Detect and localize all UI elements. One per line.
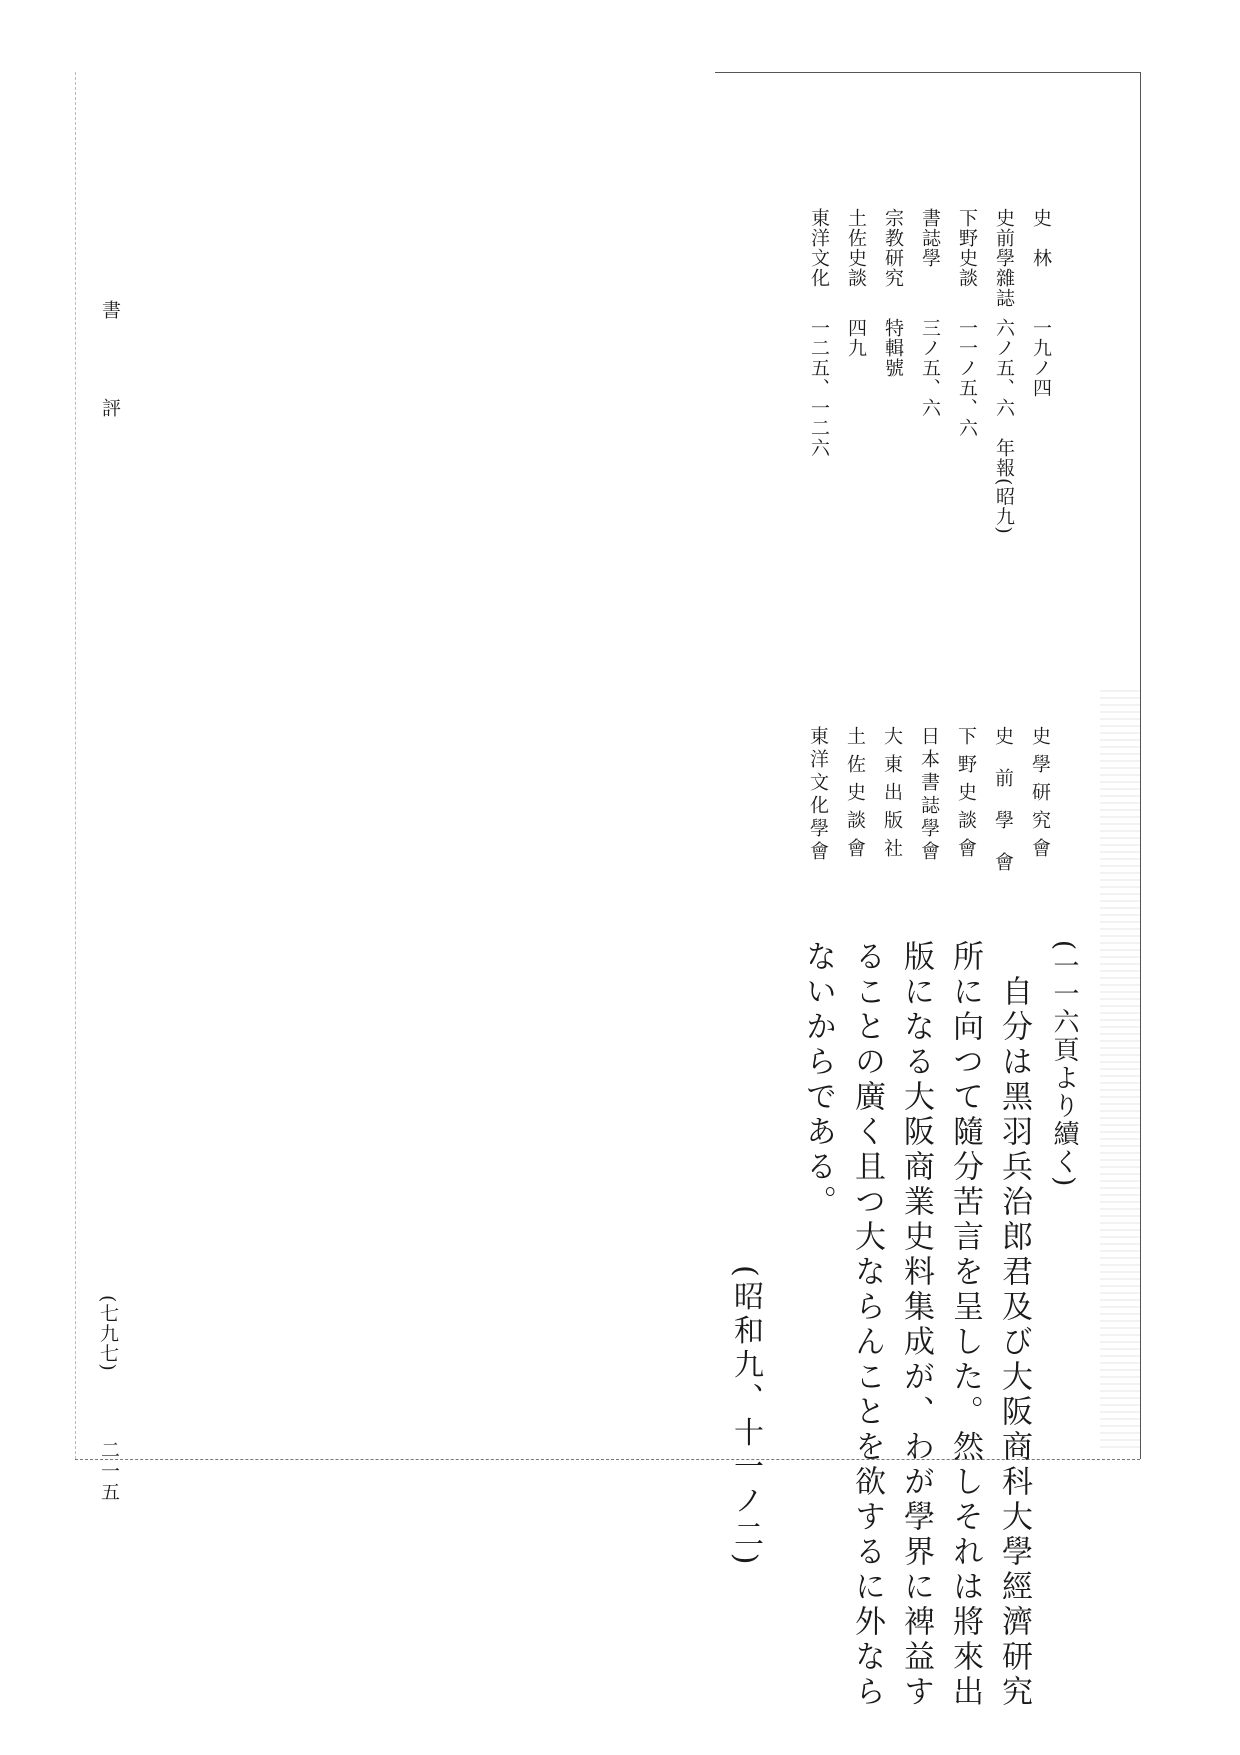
continued-note: (一一六頁より續く) xyxy=(1049,940,1079,1189)
journal-name: 史前學雜誌 xyxy=(993,208,1015,308)
publisher-name: 史 前 學 會 xyxy=(992,726,1014,873)
section-title-char-2: 評 xyxy=(99,398,121,419)
article-date: (昭和九、十一ノ二) xyxy=(728,1265,763,1569)
journal-issue: 特輯號 xyxy=(882,318,904,378)
journal-name: 下野史談 xyxy=(956,208,978,288)
publisher-name: 日本書誌學會 xyxy=(918,726,940,864)
section-title-char-1: 書 xyxy=(99,300,121,321)
article-line: ないからである。 xyxy=(800,940,836,1220)
journal-name: 土佐史談 xyxy=(845,208,867,288)
journal-issue: 一一ノ五、六 xyxy=(956,318,978,438)
journal-name: 宗教研究 xyxy=(882,208,904,288)
publisher-name: 史學研究會 xyxy=(1029,726,1051,866)
frame-top-rule xyxy=(715,72,1140,73)
frame-right-rule xyxy=(1140,72,1141,1459)
article-line: 版になる大阪商業史料集成が、わが學界に裨益す xyxy=(898,940,934,1710)
article-line: ることの廣く且つ大ならんことを欲するに外なら xyxy=(849,940,885,1710)
page-number: 二一五 xyxy=(98,1440,120,1503)
journal-issue: 一二五、一二六 xyxy=(808,318,830,458)
publisher-name: 下野史談會 xyxy=(955,726,977,866)
publisher-name: 大東出版社 xyxy=(881,726,903,866)
journal-issue: 一九ノ四 xyxy=(1030,318,1052,398)
article-line: 自分は黑羽兵治郎君及び大阪商科大學經濟研究 xyxy=(996,940,1032,1710)
frame-left-rule xyxy=(75,72,76,1459)
publisher-name: 土佐史談會 xyxy=(844,726,866,866)
journal-name: 書誌學 xyxy=(919,208,941,268)
article-line: 所に向つて隨分苦言を呈した。然しそれは將來出 xyxy=(947,940,983,1710)
journal-issue: 六ノ五、六 年報(昭九) xyxy=(993,318,1015,535)
page-marker: (七九七) xyxy=(97,1295,119,1372)
publisher-name: 東洋文化學會 xyxy=(807,726,829,864)
journal-issue: 四九 xyxy=(845,318,867,358)
scan-noise xyxy=(1100,690,1140,1450)
journal-name: 東洋文化 xyxy=(808,208,830,288)
journal-name: 史 林 xyxy=(1030,208,1052,268)
journal-issue: 三ノ五、六 xyxy=(919,318,941,418)
